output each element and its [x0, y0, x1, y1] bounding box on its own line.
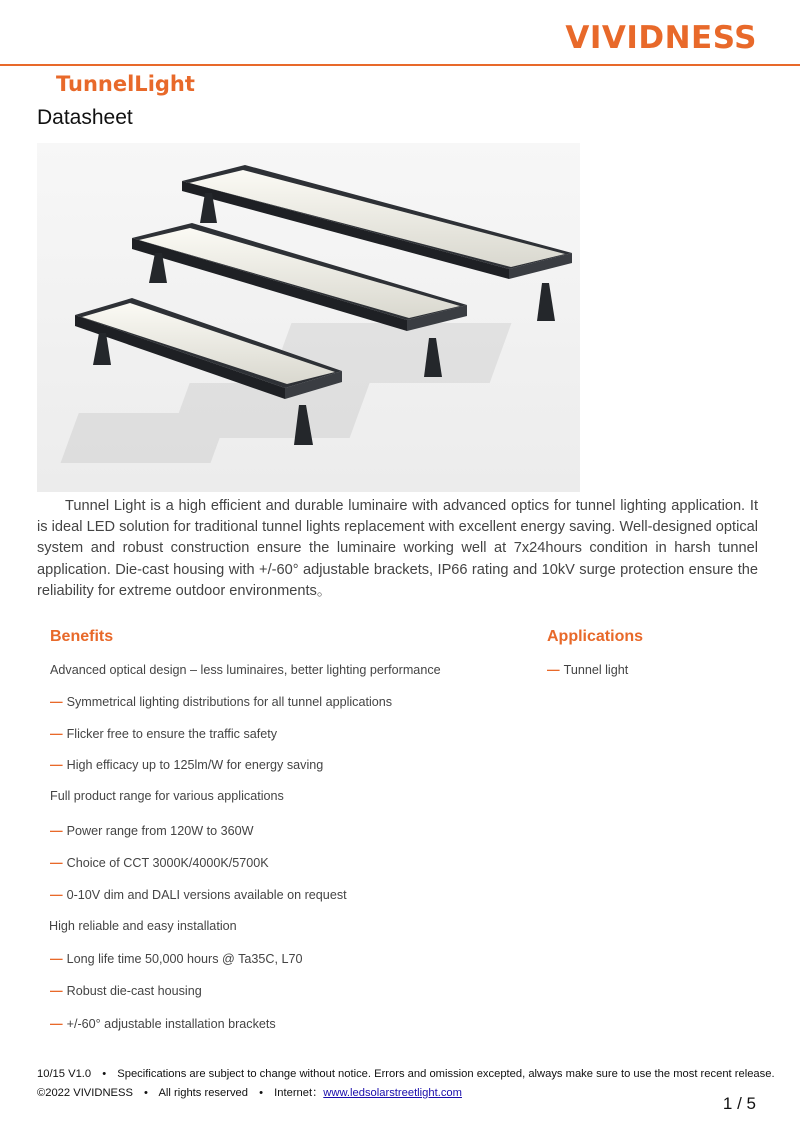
- page-number: 1 / 5: [722, 1094, 756, 1113]
- application-item: [547, 663, 628, 677]
- benefit-text: Choice of CCT 3000K/4000K/5700K: [66, 856, 269, 870]
- footer-internet-label: Internet：: [274, 1087, 324, 1099]
- benefit-text: High efficacy up to 125lm/W for energy saving: [66, 758, 324, 772]
- tunnel-light-fixtures-illustration: [37, 143, 580, 492]
- benefit-item: [50, 856, 269, 870]
- footer-copyright: [37, 1084, 462, 1100]
- dash-bullet: —: [50, 856, 63, 870]
- benefit-item: [49, 919, 237, 933]
- footer-rights: All rights reserved: [158, 1087, 249, 1099]
- application-text: Tunnel light: [563, 663, 629, 677]
- dash-bullet: —: [547, 663, 560, 677]
- dash-bullet: —: [50, 1017, 63, 1031]
- benefits-heading: Benefits: [50, 628, 114, 645]
- benefit-item: [50, 727, 277, 741]
- benefit-item: [50, 663, 441, 677]
- benefit-item: [50, 984, 202, 998]
- footer-copyright-text: ©2022 VIVIDNESS: [37, 1087, 133, 1099]
- benefit-item: [50, 789, 284, 803]
- applications-heading: Applications: [547, 628, 644, 645]
- benefit-text: High reliable and easy installation: [49, 919, 237, 933]
- footer-bullet: •: [144, 1087, 148, 1099]
- footer-website-link[interactable]: www.ledsolarstreetlight.com: [323, 1087, 462, 1099]
- footer-bullet: •: [259, 1087, 264, 1099]
- benefit-text: Power range from 120W to 360W: [66, 824, 254, 838]
- benefit-text: Long life time 50,000 hours @ Ta35C, L70: [66, 952, 303, 966]
- brand-logo: VIVIDNESS: [565, 20, 757, 56]
- benefit-item: [50, 952, 303, 966]
- footer-notice: [37, 1068, 775, 1080]
- footer-bullet: •: [102, 1068, 107, 1080]
- benefit-item: [50, 1017, 276, 1031]
- dash-bullet: —: [50, 727, 63, 741]
- benefit-text: 0-10V dim and DALI versions available on request: [66, 888, 347, 902]
- footer-notice-text: Specifications are subject to change without notice. Errors and omission excepted, always make sure to use the most recent release.: [117, 1068, 775, 1080]
- benefit-item: [50, 758, 323, 772]
- dash-bullet: —: [50, 984, 63, 998]
- benefit-item: [50, 695, 392, 709]
- hero-image: [37, 143, 580, 492]
- benefit-text: Full product range for various applications: [50, 789, 284, 803]
- benefit-item: [50, 888, 347, 902]
- document-subtitle: Datasheet: [37, 106, 133, 129]
- dash-bullet: —: [50, 824, 63, 838]
- intro-paragraph: Tunnel Light is a high efficient and durable luminaire with advanced optics for tunnel lighting application. It is ideal LED solution for traditional tunnel lights replacement with excellent energy saving. Well-designed optical system and robust construction ensure the luminaire working well at 7x24hours condition in harsh tunnel application. Die-cast housing with +/-60° adjustable brackets, IP66 rating and 10kV surge protection ensure the reliability for extreme outdoor environments。: [37, 498, 758, 599]
- benefit-text: Robust die-cast housing: [66, 984, 202, 998]
- benefit-text: Symmetrical lighting distributions for all tunnel applications: [66, 695, 393, 709]
- product-title: TunnelLight: [56, 72, 195, 96]
- benefit-text: +/-60° adjustable installation brackets: [66, 1017, 276, 1031]
- benefit-text: Flicker free to ensure the traffic safety: [66, 727, 278, 741]
- header-rule: [0, 64, 800, 66]
- footer-version: 10/15 V1.0: [37, 1068, 92, 1080]
- benefit-text: Advanced optical design – less luminaires, better lighting performance: [50, 663, 441, 677]
- dash-bullet: —: [50, 695, 63, 709]
- dash-bullet: —: [50, 888, 63, 902]
- benefit-item: [50, 824, 253, 838]
- dash-bullet: —: [50, 952, 63, 966]
- dash-bullet: —: [50, 758, 63, 772]
